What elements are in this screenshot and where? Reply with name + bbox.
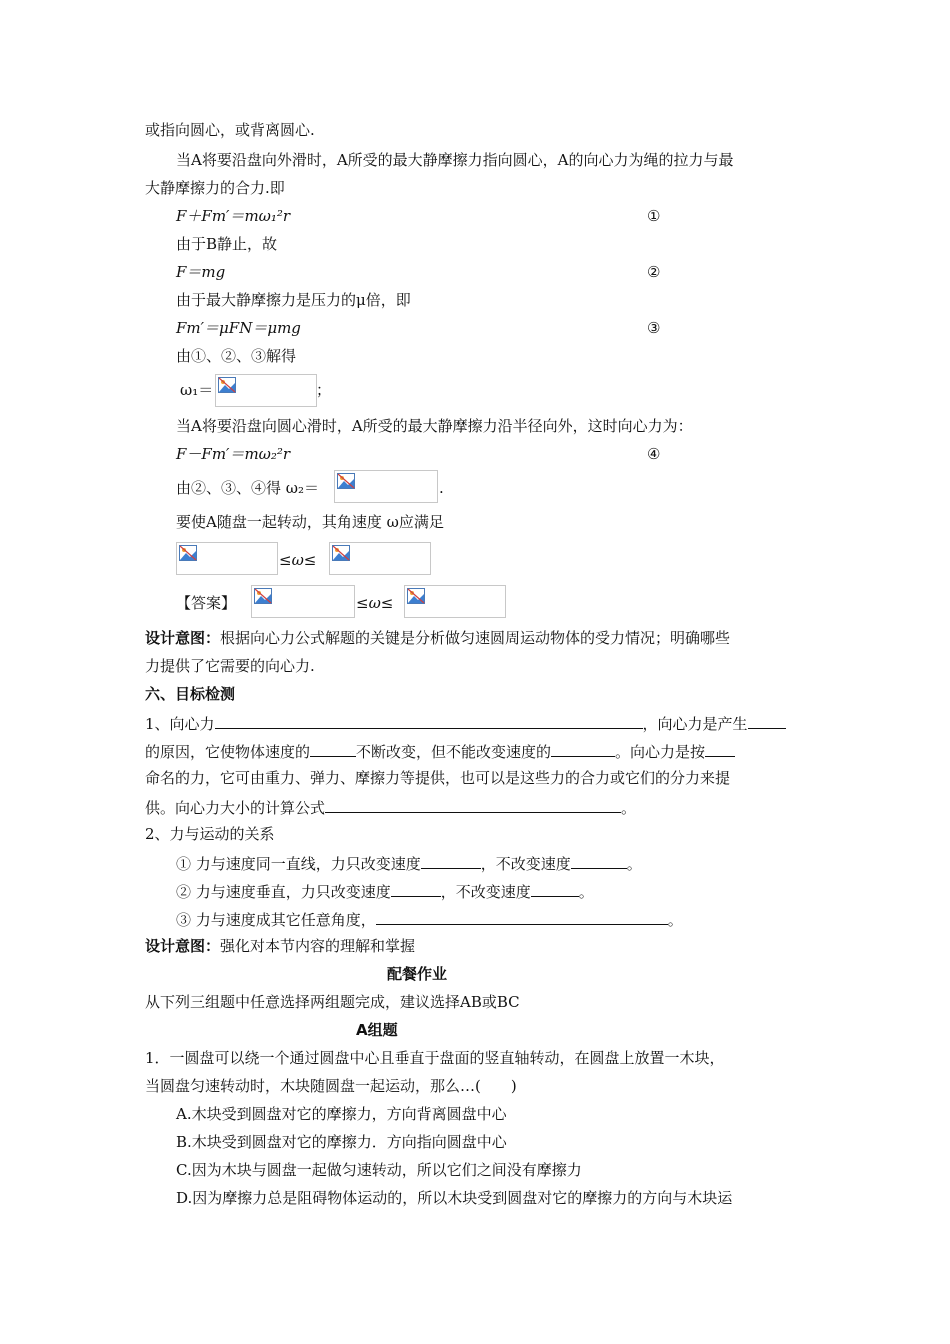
text-line: 当A将要沿盘向圆心滑时，A所受的最大静摩擦力沿半径向外，这时向心力为： — [176, 417, 693, 435]
design-intent-label: 设计意图： — [145, 629, 221, 647]
text-line: 力提供了它需要的向心力. — [145, 657, 315, 675]
broken-image-icon — [179, 545, 197, 561]
q1-text: 供。向心力大小的计算公式 — [145, 799, 326, 817]
question-1 — [145, 740, 735, 762]
formula-image — [334, 470, 438, 503]
problem-text: 1．一圆盘可以绕一个通过圆盘中心且垂直于盘面的竖直轴转动，在圆盘上放置一木块， — [145, 1049, 725, 1067]
broken-image-icon — [218, 377, 236, 393]
q2-text: 。 — [667, 911, 683, 929]
formula-image — [215, 374, 317, 407]
option-b: B.木块受到圆盘对它的摩擦力．方向指向圆盘中心 — [176, 1133, 507, 1151]
design-intent — [145, 628, 730, 648]
design-intent-text: 强化对本节内容的理解和掌握 — [220, 937, 416, 955]
text-line: 当A将要沿盘向外滑时，A所受的最大静摩擦力指向圆心，A的向心力为绳的拉力与最 — [176, 151, 734, 169]
text-line: 要使A随盘一起转动，其角速度 ω应满足 — [176, 513, 444, 531]
period: . — [439, 479, 444, 497]
blank — [421, 852, 481, 869]
design-intent-label: 设计意图： — [145, 937, 221, 955]
q1-text: ，向心力是产生 — [642, 715, 748, 733]
text-line: 由①、②、③解得 — [176, 347, 297, 365]
equation-number: ③ — [647, 319, 661, 337]
equation-4: F－Fm′＝mω₂²r — [176, 445, 291, 463]
question-2-item — [176, 908, 683, 930]
problem-text: 当圆盘匀速转动时，木块随圆盘一起运动，那么…( ) — [145, 1077, 517, 1095]
blank — [551, 740, 615, 757]
text-line: 或指向圆心，或背离圆心. — [145, 121, 315, 139]
formula-image — [176, 542, 278, 575]
blank — [748, 712, 786, 729]
q2-text: 。 — [578, 883, 594, 901]
question-2-item — [176, 852, 642, 874]
inequality: ≤ω≤ — [356, 594, 394, 612]
text-line: 大静摩擦力的合力.即 — [145, 179, 285, 197]
omega1-label: ω₁＝ — [180, 381, 214, 399]
blank — [325, 796, 621, 813]
blank — [531, 880, 579, 897]
equation-3: Fm′＝μFN＝μmg — [176, 319, 301, 337]
q2-text: ① 力与速度同一直线，力只改变速度 — [176, 855, 421, 873]
homework-intro: 从下列三组题中任意选择两组题完成，建议选择AB或BC — [145, 993, 520, 1011]
blank — [705, 740, 735, 757]
q2-text: ② 力与速度垂直，力只改变速度 — [176, 883, 391, 901]
design-intent-text: 根据向心力公式解题的关键是分析做匀速圆周运动物体的受力情况；明确哪些 — [220, 629, 731, 647]
formula-image — [404, 585, 506, 618]
q2-text: ③ 力与速度成其它任意角度， — [176, 911, 376, 929]
question-2-item — [176, 880, 594, 902]
broken-image-icon — [254, 588, 272, 604]
q1-text: 不断改变，但不能改变速度的 — [356, 743, 552, 761]
q1-text: 1、向心力 — [145, 715, 215, 733]
equation-number: ① — [647, 207, 661, 225]
blank — [215, 712, 643, 729]
broken-image-icon — [337, 473, 355, 489]
blank — [391, 880, 441, 897]
option-d: D.因为摩擦力总是阻碍物体运动的，所以木块受到圆盘对它的摩擦力的方向与木块运 — [176, 1189, 733, 1207]
q2-text: ，不改变速度 — [440, 883, 531, 901]
q1-text: 。向心力是按 — [615, 743, 706, 761]
formula-image — [251, 585, 355, 618]
text-line: 命名的力，它可由重力、弹力、摩擦力等提供，也可以是这些力的合力或它们的分力来提 — [145, 769, 731, 787]
q1-text: 。 — [621, 799, 637, 817]
text-line: 由于最大静摩擦力是压力的μ倍，即 — [176, 291, 411, 309]
blank — [376, 908, 668, 925]
text-line: 由于B静止，故 — [176, 235, 278, 253]
q2-text: 。 — [626, 855, 642, 873]
answer-label: 【答案】 — [176, 594, 237, 612]
formula-image — [329, 542, 431, 575]
question-1 — [145, 796, 636, 818]
section-heading: 六、目标检测 — [145, 685, 236, 703]
question-2: 2、力与运动的关系 — [145, 825, 275, 843]
blank — [310, 740, 356, 757]
q1-text: 的原因，它使物体速度的 — [145, 743, 311, 761]
design-intent — [145, 936, 415, 956]
text-line: 由②、③、④得 ω₂＝ — [176, 479, 320, 497]
semicolon: ； — [316, 381, 332, 399]
broken-image-icon — [332, 545, 350, 561]
group-heading: A组题 — [356, 1021, 398, 1039]
option-a: A.木块受到圆盘对它的摩擦力，方向背离圆盘中心 — [176, 1105, 507, 1123]
homework-title: 配餐作业 — [387, 965, 448, 983]
equation-1: F＋Fm′＝mω₁²r — [176, 207, 291, 225]
question-1 — [145, 712, 786, 734]
blank — [571, 852, 627, 869]
option-c: C.因为木块与圆盘一起做匀速转动，所以它们之间没有摩擦力 — [176, 1161, 582, 1179]
q2-text: ，不改变速度 — [480, 855, 571, 873]
equation-2: F＝mg — [176, 263, 226, 281]
inequality: ≤ω≤ — [279, 551, 317, 569]
equation-number: ② — [647, 263, 661, 281]
broken-image-icon — [407, 588, 425, 604]
equation-number: ④ — [647, 445, 661, 463]
